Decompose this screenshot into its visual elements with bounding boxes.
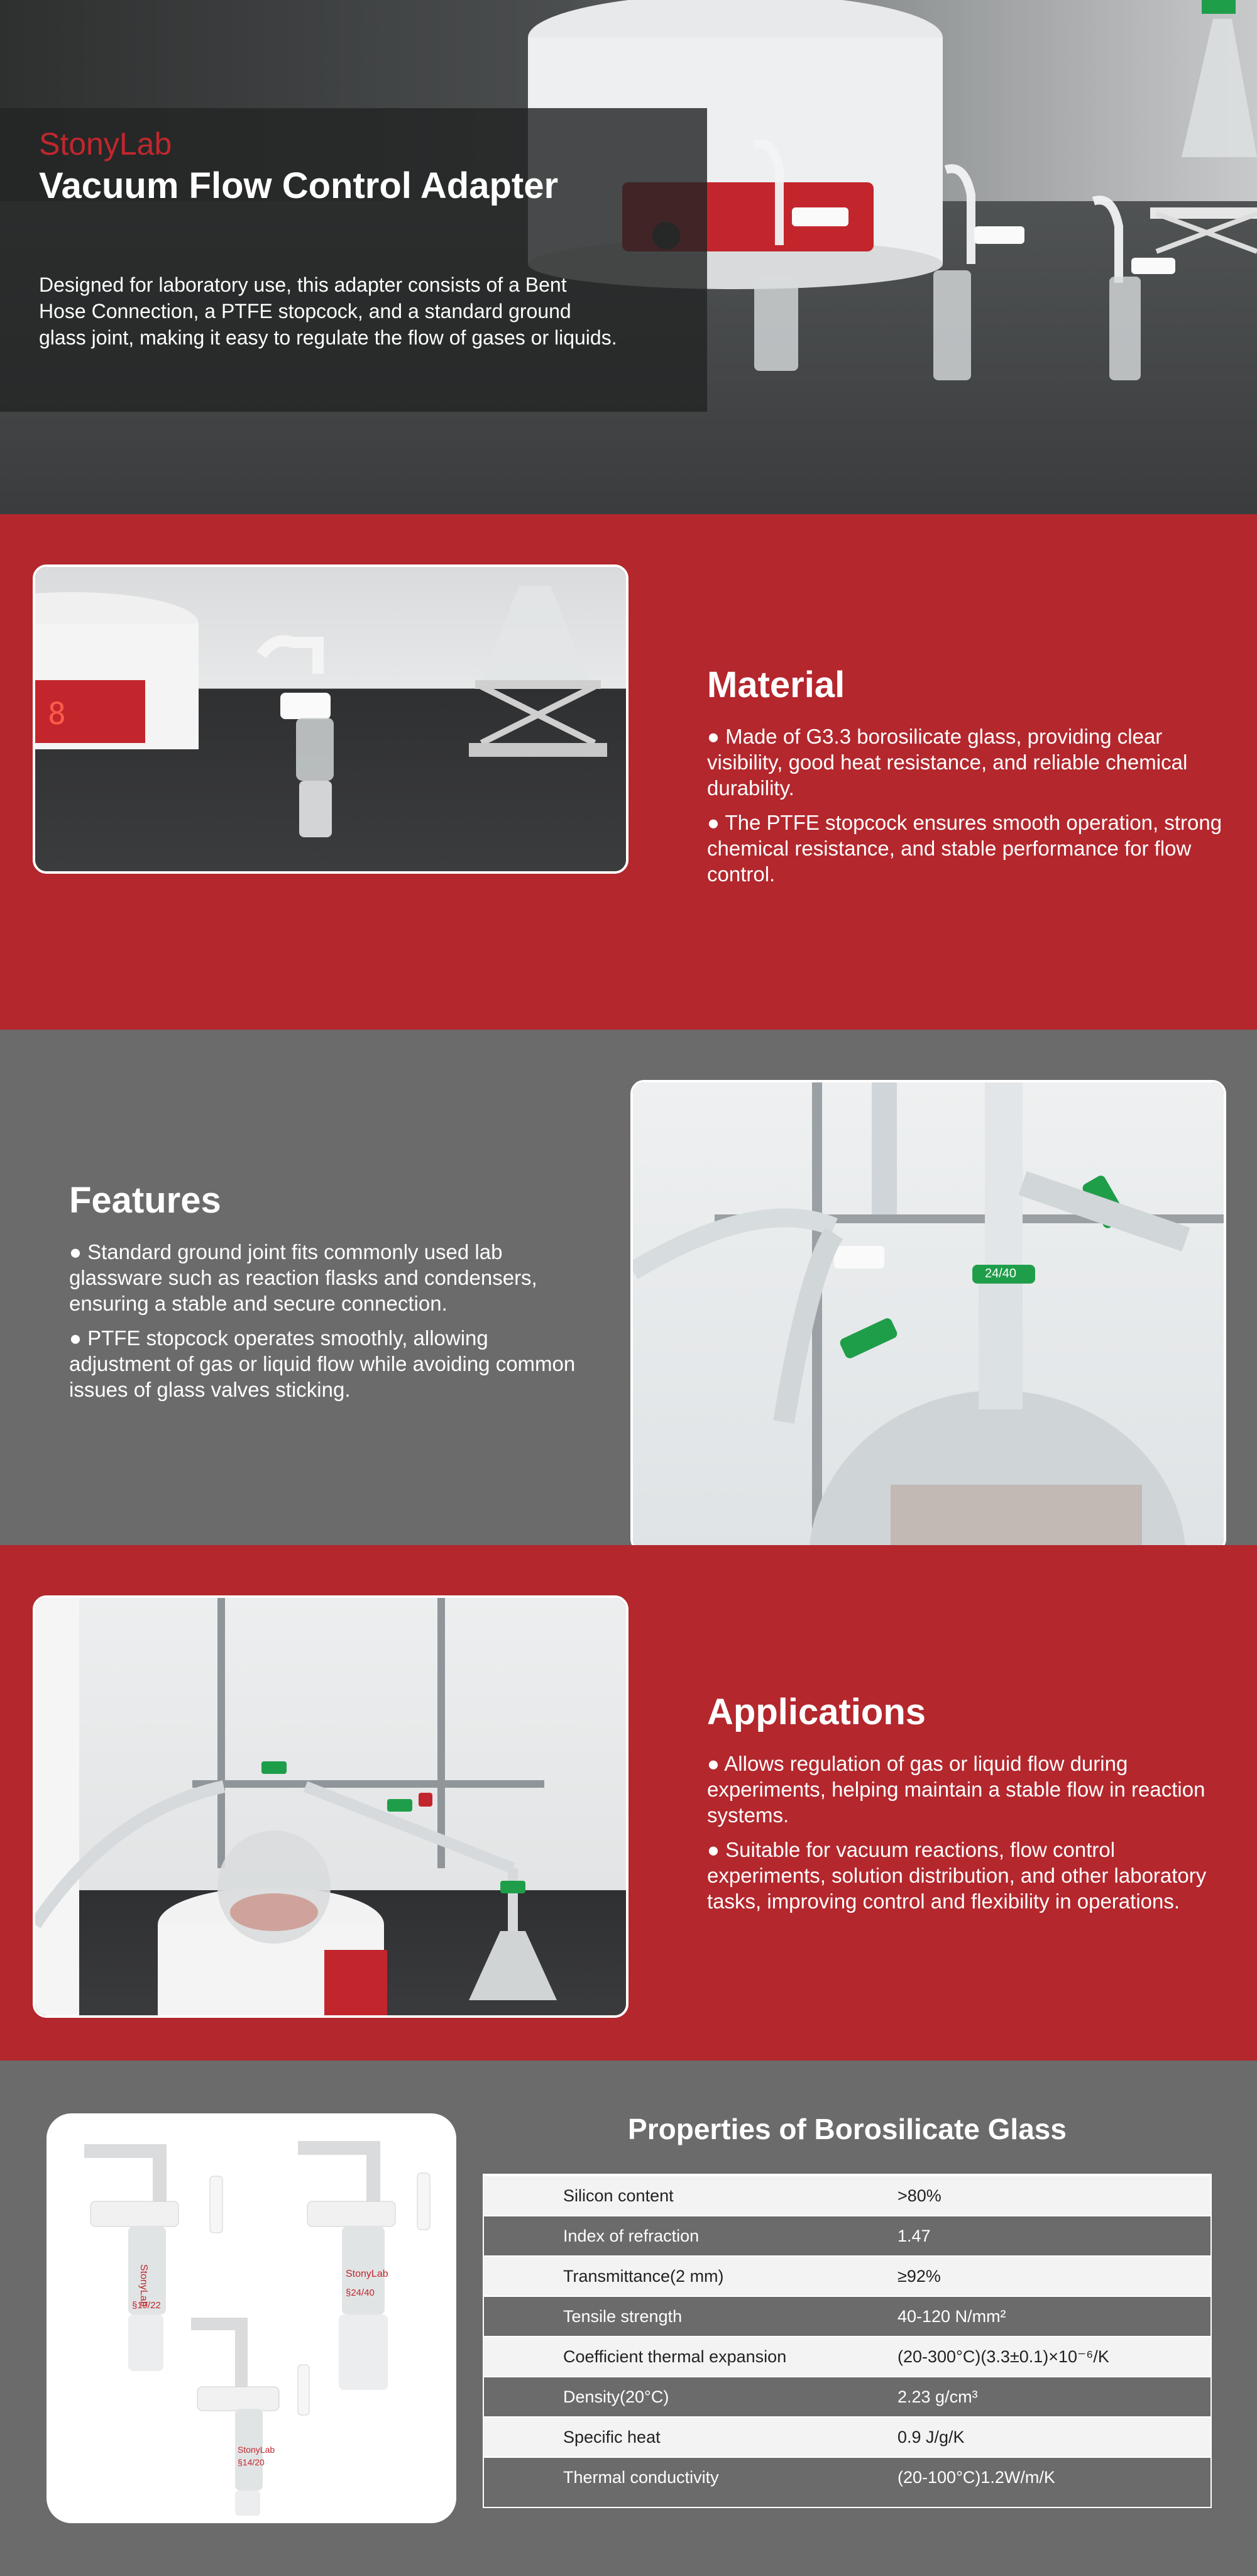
- applications-photo: [33, 1595, 628, 2018]
- table-row: [484, 2256, 1210, 2296]
- joint-a-brand: StonyLab: [138, 2264, 149, 2307]
- table-row: [484, 2337, 1210, 2377]
- material-photo: [33, 564, 628, 874]
- properties-title: Properties of Borosilicate Glass: [628, 2113, 1067, 2145]
- joint-a-size: §19/22: [132, 2300, 161, 2311]
- property-value: 1.47: [877, 2216, 1210, 2256]
- applications-text: [707, 1691, 1222, 1923]
- property-value: (20-100°C)1.2W/m/K: [877, 2457, 1210, 2497]
- table-row: [484, 2296, 1210, 2337]
- property-value: 2.23 g/cm³: [877, 2377, 1210, 2417]
- property-name: Thermal conductivity: [484, 2457, 877, 2497]
- features-text: [69, 1179, 585, 1411]
- hero-section: [0, 0, 1257, 514]
- property-name: Tensile strength: [484, 2296, 877, 2337]
- property-value: 0.9 J/g/K: [877, 2417, 1210, 2457]
- material-section: [0, 514, 1257, 1030]
- page-title: Vacuum Flow Control Adapter: [39, 165, 559, 206]
- property-value: 40-120 N/mm²: [877, 2296, 1210, 2337]
- features-photo: [630, 1080, 1226, 1545]
- applications-bullet-2: ● Suitable for vacuum reactions, flow control experiments, solution distribution, and other laboratory tasks, improving control and flexibility in operations.: [707, 1838, 1207, 1913]
- joint-c-brand: StonyLab: [238, 2445, 275, 2455]
- properties-table: [484, 2175, 1210, 2497]
- material-bullet-1: ● Made of G3.3 borosilicate glass, providing clear visibility, good heat resistance, and reliable chemical durability.: [707, 725, 1188, 800]
- product-card: [47, 2113, 456, 2523]
- joint-c-size: §14/20: [238, 2457, 265, 2467]
- features-bullet-1: ● Standard ground joint fits commonly used lab glassware such as reaction flasks and condensers, ensuring a stable and secure connection.: [69, 1240, 537, 1315]
- property-name: Coefficient thermal expansion: [484, 2337, 877, 2377]
- property-name: Density(20°C): [484, 2377, 877, 2417]
- product-image: [47, 2113, 456, 2523]
- features-heading: Features: [69, 1180, 221, 1221]
- clip-label: 24/40: [985, 1267, 1017, 1280]
- property-name: Index of refraction: [484, 2216, 877, 2256]
- applications-heading: Applications: [707, 1692, 926, 1732]
- features-bullet-2: ● PTFE stopcock operates smoothly, allowing adjustment of gas or liquid flow while avoiding common issues of glass valves sticking.: [69, 1326, 576, 1401]
- joint-b-brand: StonyLab: [346, 2269, 388, 2279]
- features-section: [0, 1030, 1257, 1545]
- product-description: Designed for laboratory use, this adapter consists of a Bent Hose Connection, a PTFE stopcock, and a standard ground glass joint, making it easy to regulate the flow of gases or liquids.: [39, 273, 617, 349]
- property-name: Transmittance(2 mm): [484, 2256, 877, 2296]
- table-row: [484, 2417, 1210, 2457]
- property-value: (20-300°C)(3.3±0.1)×10⁻⁶/K: [877, 2337, 1210, 2377]
- material-bullet-2: ● The PTFE stopcock ensures smooth operation, strong chemical resistance, and stable performance for flow control.: [707, 811, 1222, 886]
- applications-bullet-1: ● Allows regulation of gas or liquid flow during experiments, helping maintain a stable flow in reaction systems.: [707, 1752, 1205, 1827]
- material-heading: Material: [707, 664, 845, 705]
- property-name: Silicon content: [484, 2176, 877, 2216]
- table-row: [484, 2457, 1210, 2497]
- property-value: >80%: [877, 2176, 1210, 2216]
- table-row: [484, 2176, 1210, 2216]
- property-name: Specific heat: [484, 2417, 877, 2457]
- joint-b-size: §24/40: [346, 2287, 375, 2298]
- material-text: [707, 664, 1222, 896]
- heater-display: 8: [48, 696, 66, 732]
- applications-section: [0, 1545, 1257, 2061]
- table-row: [484, 2377, 1210, 2417]
- property-value: ≥92%: [877, 2256, 1210, 2296]
- table-row: [484, 2216, 1210, 2256]
- brand-name: StonyLab: [39, 126, 172, 162]
